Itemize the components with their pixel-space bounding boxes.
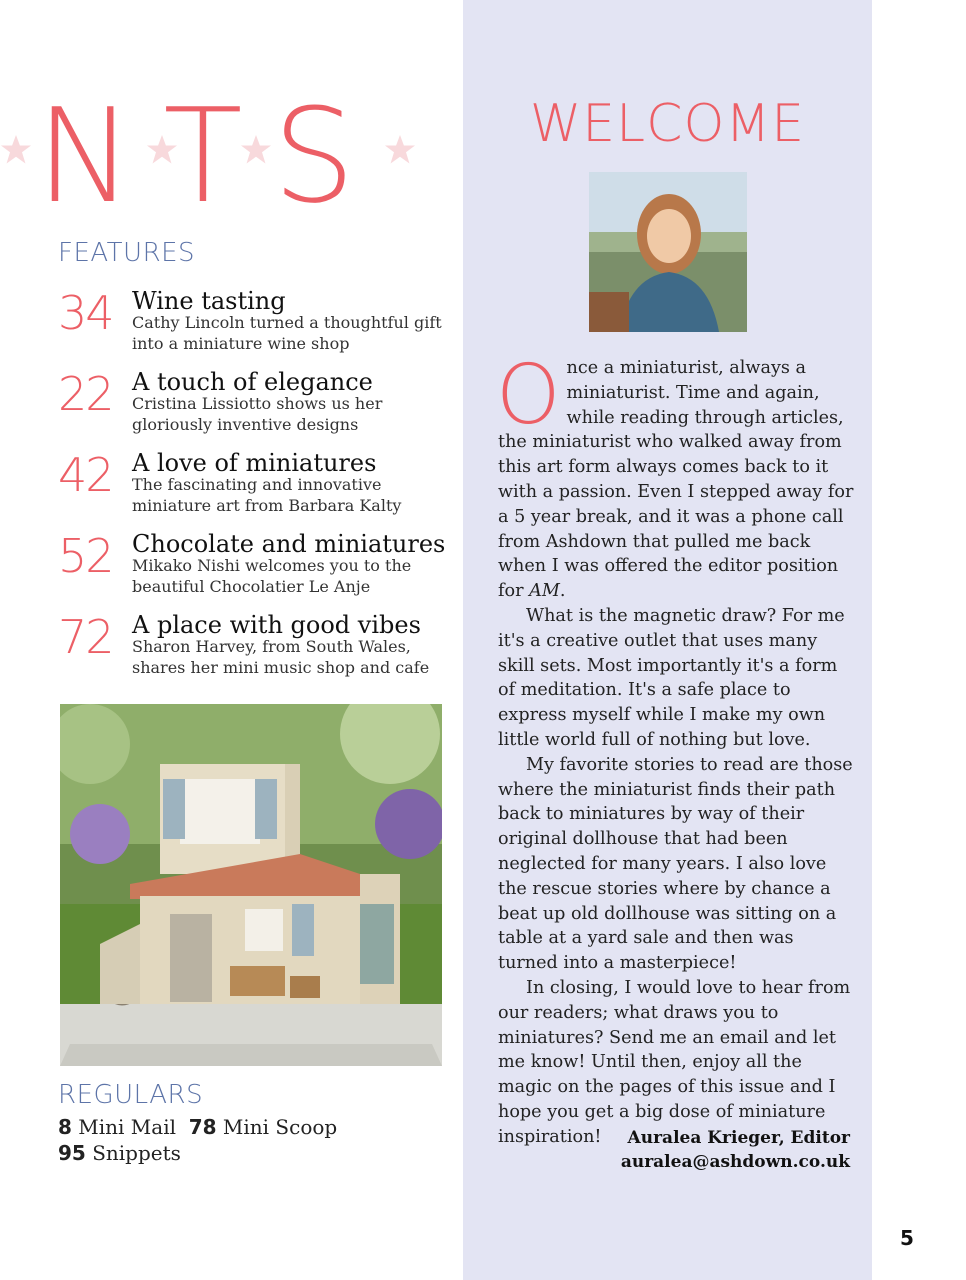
regular-label: Mini Mail [78,1115,176,1139]
feature-description: Sharon Harvey, from South Wales, shares her mini music shop and cafe [132,637,430,677]
regular-page-number: 8 [58,1115,72,1139]
editor-signature [621,1126,850,1174]
welcome-title: WELCOME [529,94,806,154]
feature-title: Wine tasting [132,287,286,315]
editor-photo [589,172,747,332]
regular-item[interactable] [58,1115,176,1139]
feature-description: Mikako Nishi welcomes you to the beautiful Chocolatier Le Anje [132,556,412,596]
feature-page-number: 22 [58,367,113,421]
contents-title: NTS [36,80,386,232]
feature-page-number: 42 [58,448,113,502]
feature-item[interactable] [58,369,458,445]
editor-email-link[interactable]: auralea@ashdown.co.uk [620,1152,850,1172]
features-heading: FEATURES [58,238,196,268]
feature-page-number: 72 [58,610,113,664]
letter-paragraph: Once a miniaturist, always a miniaturist. Time and again, while reading through articles, the miniaturist who walked away from this art form always comes back to it with a passion. Even I stepped away for a 5 year break, and it was a phone call from Ashdown that pulled me back when I was offered the editor position for AM. [496,348,854,602]
regular-label: Snippets [92,1141,181,1165]
page-number: 5 [900,1226,914,1250]
regulars-list [58,1114,418,1166]
star-icon [382,132,418,168]
regular-item[interactable] [189,1115,338,1139]
feature-item[interactable] [58,450,458,526]
letter-paragraph: In closing, I would love to hear from our readers; what draws you to miniatures? Send me an email and let me know! Until then, enjoy all the magic on the pages of this issue and I hope you get a big dose of miniature inspiration! [498,977,851,1147]
magazine-abbreviation: AM [529,581,560,602]
editor-name: Auralea Krieger, Editor [627,1128,850,1148]
feature-item[interactable] [58,288,458,364]
letter-paragraph: My favorite stories to read are those where the miniaturist finds their path back to miniatures by way of their original dollhouse that had been neglected for many years. I also love the rescue stories where by chance a beat up old dollhouse was sitting on a table at a yard sale and then was turned into a masterpiece! [498,754,853,974]
regular-page-number: 95 [58,1141,86,1165]
feature-title: A love of miniatures [132,449,377,477]
dollhouse-photo [60,704,442,1066]
feature-description: The fascinating and innovative miniature art from Barbara Kalty [132,475,402,515]
regular-page-number: 78 [188,1115,217,1139]
feature-item[interactable] [58,531,458,607]
feature-title: Chocolate and miniatures [132,530,446,558]
feature-page-number: 52 [58,529,113,583]
editor-portrait-illustration [589,172,747,332]
feature-title: A touch of elegance [132,368,373,396]
feature-item[interactable] [58,612,458,688]
dollhouse-illustration [60,704,442,1066]
feature-description: Cathy Lincoln turned a thoughtful gift into a miniature wine shop [132,313,442,353]
star-icon [0,132,34,168]
feature-title: A place with good vibes [132,611,421,639]
feature-description: Cristina Lissiotto shows us her gloriously inventive designs [132,394,383,434]
regular-item[interactable] [58,1141,181,1165]
letter-paragraph: What is the magnetic draw? For me it's a creative outlet that uses many skill sets. Most importantly it's a form of meditation. It's a safe place to express myself while I make my own little world full of nothing but love. [498,605,845,750]
welcome-letter [496,348,858,1150]
regulars-heading: REGULARS [58,1080,204,1110]
feature-page-number: 34 [58,286,113,340]
regular-label: Mini Scoop [222,1115,338,1139]
drop-cap: O [496,348,561,443]
